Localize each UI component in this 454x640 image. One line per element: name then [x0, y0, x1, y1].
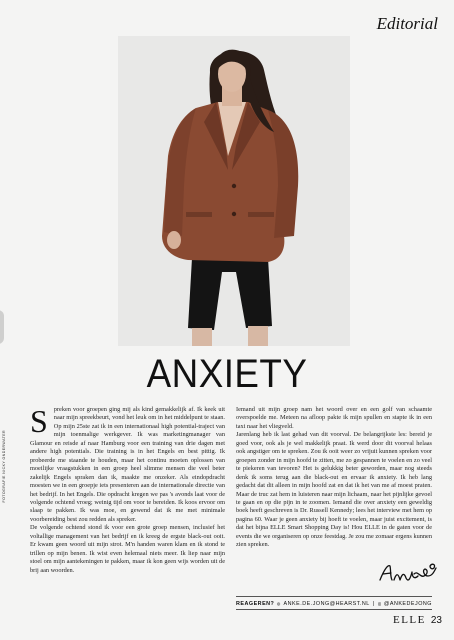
contact-label: REAGEREN?: [236, 601, 275, 607]
instagram-icon: [378, 601, 381, 607]
author-signature: [378, 560, 438, 586]
contact-rule-bottom: [236, 609, 432, 610]
portrait-illustration: [118, 36, 350, 346]
section-label: Editorial: [376, 14, 438, 33]
contact-handle[interactable]: @ANKEDEJONG: [383, 601, 432, 607]
separator: |: [372, 601, 375, 607]
headline: ANXIETY: [146, 352, 308, 396]
photo-credit: FOTOGRAFIE NICKY ONDERWATER: [2, 430, 6, 503]
paragraph: Iemand uit mijn groep nam het woord over en een golf van schaamte overspoelde me. Meteen na afloop pakte ik mijn spullen en stapte ik in een taxi naar het vliegveld.: [236, 406, 432, 430]
page-edge: [0, 310, 4, 344]
paragraph: Jarenlang heb ik last gehad van dit voorval. De belangrijkste les: bereid je goed voor, ook als je wel makkelijk praat. Ik werd door dit voorval helaas ook angstiger om te spreken. Zou ik ooit weer zo vrijuit kunnen spreken voor groepen zonder in mijn hoofd te zitten, me zo gespannen te voelen en zo veel te piekeren van tevoren? Het is gelukkig beter geworden, maar nog steeds denk ik soms terug aan die black-out en ervaar ik anxiety. Ik heb lang gedacht dat dit alleen in mijn hoofd zat en dat ik het van me af moest praten. Maar de truc zat hem in luisteren naar mijn lichaam, naar het pijnlijke gevoel te gaan en op die pijn in te zoomen. Iemand die over anxiety een geweldig boek heeft geschreven is Dr. Russell Kennedy; lees het interview met hem op pagina 60. Waar je geen anxiety bij hoeft te voelen, maar juist excitement, is dat het bijna ELLE Smart Shopping Day is! Hou ELLE in de gaten voor de events die we organiseren op onze feestdag. Je zou me zomaar ergens kunnen zien spreken.: [236, 431, 432, 549]
paragraph: preken voor groepen ging mij als kind gemakkelijk af. Ik keek uit naar mijn spreekbeurt, vond het leuk om in het middelpunt te staan. Op mijn 25ste zat ik in een internationaal high potential-traject van mijn toenmalige werkgever. Ik was marketingmanager van Glamour en reisde af naar Hamburg voor een training van drie dagen met andere high potentials. Die training is in het Engels en best pittig. Ik probeerde me staande te houden, maar het continu moeten oplossen van moeilijke vraagstukken in een groep heel slimme mensen die veel beter zakelijk Engels spraken dan ik, maakte me onzeker. Als eindopdracht moesten we in een groepje iets presenteren aan de internationale directie van het bedrijf. In het Engels. Die opdracht kregen we pas 's avonds laat voor de volgende ochtend vroeg; weinig tijd om voor te bereiden. Ik koos ervoor om slaap te pakken. Ik was moe, en gewend dat ik me met minimale voorbereiding best zou redden als spreker.: [30, 406, 225, 523]
portrait-photo: [118, 36, 350, 346]
article-column-left: [30, 403, 225, 575]
page-footer: [393, 614, 442, 626]
paragraph: De volgende ochtend stond ik voor een grote groep mensen, inclusief het voltallige management van het bedrijf en ik kreeg de ergste black-out ooit. Er kwam geen woord uit mijn strot. M'n handen waren klam en ik stond te trillen op mijn benen. Ik wist even helemaal niets meer. Ik liep naar mijn stoel om mijn aantekeningen te pakken, maar ik kon geen wijs worden uit de brij aan woorden.: [30, 524, 225, 574]
article-column-right: [236, 406, 432, 550]
contact-rule-top: [236, 596, 432, 597]
page-number: 23: [430, 615, 442, 626]
magazine-name: ELLE: [392, 614, 426, 626]
email-icon: [277, 601, 280, 607]
contact-email[interactable]: ANKE.DE.JONG@HEARST.NL: [283, 601, 370, 607]
drop-cap: S: [30, 403, 48, 439]
contact-line: [236, 601, 432, 607]
